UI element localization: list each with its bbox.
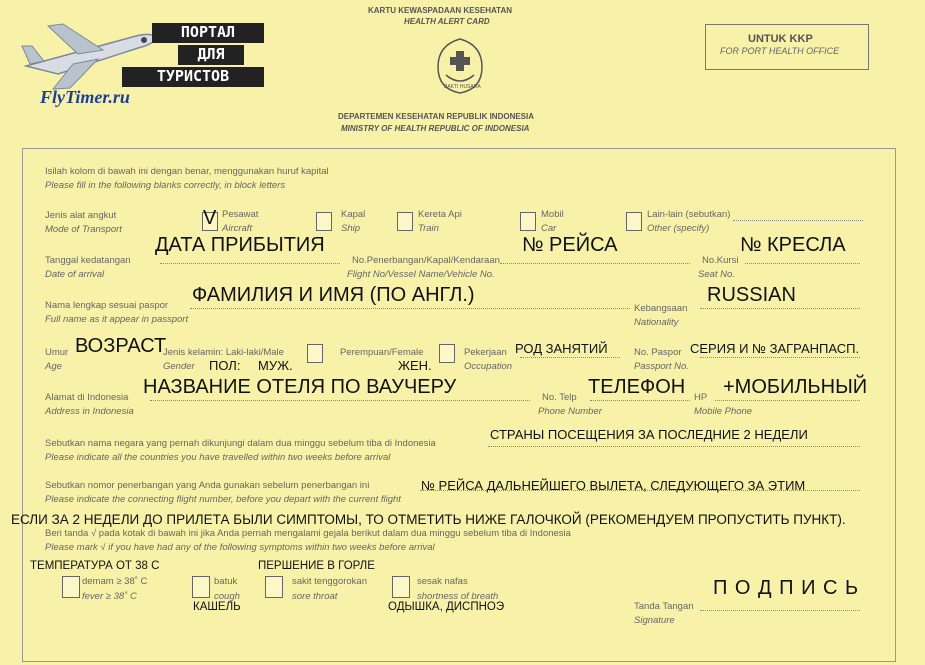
address-label-id: Alamat di Indonesia: [45, 392, 129, 403]
checkbox-train[interactable]: [397, 212, 413, 231]
kkp-title: UNTUK KKP: [748, 33, 813, 45]
sign-label-en: Signature: [634, 615, 675, 626]
age-label-id: Umur: [45, 347, 69, 358]
opt-aircraft: Aircraft: [222, 223, 253, 234]
countries-label-id: Sebutkan nama negara yang pernah dikunjungi dalam dua minggu sebelum tiba di Indonesia: [45, 438, 436, 449]
note-female: ЖЕН.: [398, 358, 432, 373]
hp-label-id: HP: [694, 392, 708, 403]
sign-label-id: Tanda Tangan: [634, 601, 694, 612]
note-occupation: РОД ЗАНЯТИЙ: [515, 341, 608, 356]
breath-en: shortness of breath: [417, 591, 499, 602]
logo-row-3: ТУРИСТОВ: [122, 67, 264, 87]
seat-label-en: Seat No.: [698, 269, 735, 280]
hp-label-en: Mobile Phone: [694, 406, 753, 417]
symptom-label-en: Please mark √ if you have had any of the following symptoms within two weeks before arrival: [45, 542, 435, 553]
throat-id: sakit tenggorokan: [292, 576, 367, 587]
dept-id: DEPARTEMEN KESEHATAN REPUBLIK INDONESIA: [338, 112, 535, 121]
note-nationality: RUSSIAN: [707, 284, 796, 306]
passport-label-en: Passport No.: [634, 361, 689, 372]
transport-label-en: Mode of Transport: [45, 224, 122, 235]
nat-label-id: Kebangsaan: [634, 303, 688, 314]
checkbox-breath[interactable]: [392, 576, 410, 598]
opt-kapal: Kapal: [341, 209, 366, 220]
nat-line[interactable]: [700, 308, 860, 309]
logo-brand: FlyTimer.ru: [40, 87, 130, 107]
instr-id: Isilah kolom di bawah ini dengan benar, menggunakan huruf kapital: [45, 166, 329, 177]
date-label-id: Tanggal kedatangan: [45, 255, 131, 266]
occ-label-en: Occupation: [464, 361, 513, 372]
throat-en: sore throat: [292, 591, 338, 602]
tel-label-en: Phone Number: [538, 406, 602, 417]
passport-line[interactable]: [700, 357, 860, 358]
tel-label-id: No. Telp: [542, 392, 577, 403]
female-label: Perempuan/Female: [340, 347, 424, 358]
note-seat-no: № КРЕСЛА: [740, 234, 846, 256]
connect-label-en: Please indicate the connecting flight number, before you depart with the current flight: [45, 494, 401, 505]
note-full-name: ФАМИЛИЯ И ИМЯ (ПО АНГЛ.): [192, 284, 475, 306]
logo-row-2: ДЛЯ: [178, 45, 244, 65]
gender-label-en: Gender: [163, 361, 195, 372]
checkbox-throat[interactable]: [265, 576, 283, 598]
checkbox-cough[interactable]: [192, 576, 210, 598]
checkbox-other[interactable]: [626, 212, 642, 231]
other-line: [733, 220, 863, 221]
checkbox-fever[interactable]: [62, 576, 80, 598]
address-label-en: Address in Indonesia: [45, 406, 134, 417]
opt-car: Car: [541, 223, 557, 234]
checkbox-car[interactable]: [520, 212, 536, 231]
opt-lain: Lain-lain (sebutkan): [647, 209, 731, 220]
seat-line[interactable]: [745, 263, 860, 264]
tel-line[interactable]: [590, 400, 690, 401]
seat-label-id: No.Kursi: [702, 255, 739, 266]
checkbox-male[interactable]: [307, 344, 323, 363]
hp-line[interactable]: [715, 400, 860, 401]
note-temp: ТЕМПЕРАТУРА ОТ 38 С: [30, 560, 160, 572]
gender-label-id: Jenis kelamin: Laki-laki/Male: [163, 347, 284, 358]
name-label-en: Full name as it appear in passport: [45, 314, 189, 325]
emblem-text: BAKTI HUSADA: [444, 84, 481, 90]
note-arrival-date: ДАТА ПРИБЫТИЯ: [155, 234, 325, 256]
note-phone: ТЕЛЕФОН: [588, 376, 686, 398]
nat-label-en: Nationality: [634, 317, 679, 328]
checkbox-female[interactable]: [439, 344, 455, 363]
opt-other: Other (specify): [647, 223, 710, 234]
card-title-en: HEALTH ALERT CARD: [404, 17, 490, 26]
name-line[interactable]: [190, 308, 630, 309]
note-sore-throat: ПЕРШЕНИЕ В ГОРЛЕ: [258, 560, 375, 572]
checkbox-ship[interactable]: [316, 212, 332, 231]
note-male: МУЖ.: [258, 358, 293, 373]
countries-line[interactable]: [488, 446, 860, 447]
fever-en: fever ≥ 38˚ C: [82, 591, 137, 602]
opt-pesawat: Pesawat: [222, 209, 259, 220]
flight-label-id: No.Penerbangan/Kapal/Kendaraan: [352, 255, 500, 266]
cough-id: batuk: [214, 576, 238, 587]
instr-en: Please fill in the following blanks correctly, in block letters: [45, 180, 286, 191]
opt-kereta: Kereta Api: [418, 209, 462, 220]
passport-label-id: No. Paspor: [634, 347, 682, 358]
logo-row-1: ПОРТАЛ: [152, 23, 264, 43]
note-sex: ПОЛ:: [209, 358, 241, 373]
card-title-id: KARTU KEWASPADAAN KESEHATAN: [368, 6, 512, 15]
connect-label-id: Sebutkan nomor penerbangan yang Anda gunakan sebelum penerbangan ini: [45, 480, 370, 491]
dept-en: MINISTRY OF HEALTH REPUBLIC OF INDONESIA: [341, 124, 530, 133]
opt-train: Train: [418, 223, 439, 234]
countries-label-en: Please indicate all the countries you have travelled within two weeks before arrival: [45, 452, 391, 463]
occ-label-id: Pekerjaan: [464, 347, 507, 358]
flight-line[interactable]: [500, 263, 690, 264]
note-hotel: НАЗВАНИЕ ОТЕЛЯ ПО ВАУЧЕРУ: [143, 376, 457, 398]
cough-en: cough: [214, 591, 240, 602]
kkp-box: [705, 24, 869, 70]
transport-label-id: Jenis alat angkut: [45, 210, 117, 221]
address-line[interactable]: [150, 400, 530, 401]
note-countries: СТРАНЫ ПОСЕЩЕНИЯ ЗА ПОСЛЕДНИЕ 2 НЕДЕЛИ: [490, 427, 808, 442]
flight-label-en: Flight No/Vessel Name/Vehicle No.: [347, 269, 495, 280]
breath-id: sesak nafas: [417, 576, 468, 587]
kkp-subtitle: FOR PORT HEALTH OFFICE: [720, 46, 840, 56]
note-dyspnea: ОДЫШКА, ДИСПНОЭ: [388, 601, 505, 613]
note-cough: КАШЕЛЬ: [193, 601, 241, 613]
note-symptoms: ЕСЛИ ЗА 2 НЕДЕЛИ ДО ПРИЛЕТА БЫЛИ СИМПТОМЫ, ТО ОТМЕТИТЬ НИЖЕ ГАЛОЧКОЙ (РЕКОМЕНДУЕМ ПРОПУСТИТЬ ПУНКТ).: [11, 512, 846, 527]
note-signature: П О Д П И С Ь: [713, 577, 860, 599]
note-passport: СЕРИЯ И № ЗАГРАНПАСП.: [690, 341, 860, 356]
note-next-flight: № РЕЙСА ДАЛЬНЕЙШЕГО ВЫЛЕТА, СЛЕДУЮЩЕГО ЗА ЭТИМ: [421, 478, 806, 493]
check-mark-aircraft: V: [203, 207, 217, 229]
sign-line[interactable]: [700, 610, 860, 611]
date-label-en: Date of arrival: [45, 269, 105, 280]
age-label-en: Age: [45, 361, 62, 372]
note-mobile: +МОБИЛЬНЫЙ: [723, 376, 868, 398]
opt-ship: Ship: [341, 223, 361, 234]
note-flight-no: № РЕЙСА: [522, 234, 618, 256]
name-label-id: Nama lengkap sesuai paspor: [45, 300, 169, 311]
date-line[interactable]: [160, 263, 340, 264]
note-age: ВОЗРАСТ: [75, 335, 167, 357]
fever-id: demam ≥ 38˚ C: [82, 576, 148, 587]
opt-mobil: Mobil: [541, 209, 564, 220]
symptom-label-id: Beri tanda √ pada kotak di bawah ini jika Anda pernah mengalami gejala berikut dalam dua minggu sebelum tiba di Indonesia: [45, 528, 571, 539]
occ-line[interactable]: [520, 357, 620, 358]
